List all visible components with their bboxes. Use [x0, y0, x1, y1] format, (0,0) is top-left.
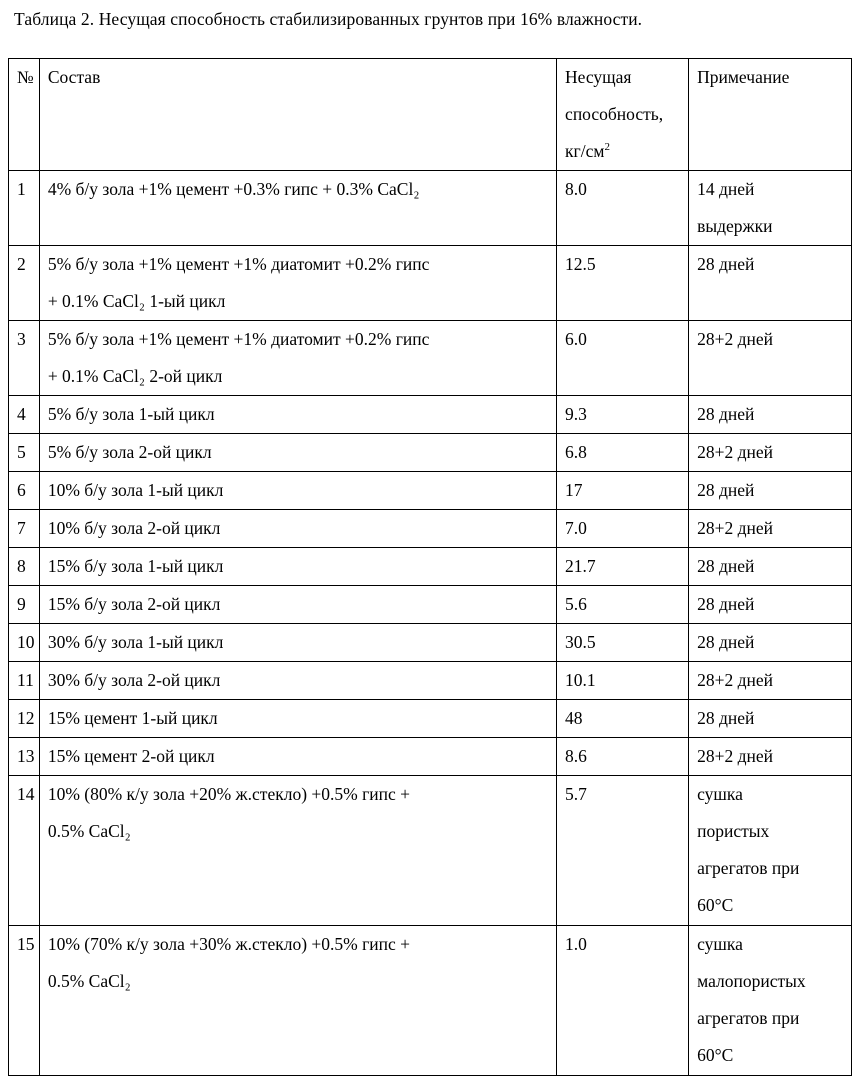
row-composition: [39, 700, 556, 738]
table-body: [9, 171, 852, 1076]
note-line: 28+2 дней: [697, 518, 774, 538]
row-note: [689, 776, 852, 926]
note-line: 28 дней: [697, 480, 755, 500]
row-number: 2: [9, 246, 40, 321]
header-composition: Состав: [39, 59, 556, 171]
composition-line: 10% б/у зола 2-ой цикл: [47, 518, 221, 538]
note-line: малопористых: [697, 971, 806, 991]
row-capacity-value: 48: [557, 700, 689, 738]
composition-line: 5% б/у зола 2-ой цикл: [47, 442, 212, 462]
composition-line: 5% б/у зола +1% цемент +1% диатомит +0.2% гипс: [47, 254, 430, 274]
row-number: 10: [9, 624, 40, 662]
table-row: [9, 738, 852, 776]
row-composition: [39, 776, 556, 926]
row-note: [689, 700, 852, 738]
unit-text: кг/см: [565, 141, 605, 161]
row-note: [689, 171, 852, 246]
row-composition: [39, 510, 556, 548]
row-composition: [39, 624, 556, 662]
composition-line: 10% б/у зола 1-ый цикл: [47, 480, 224, 500]
row-composition: [39, 171, 556, 246]
table-row: [9, 662, 852, 700]
composition-line: + 0.1% CaCl₂ 1-ый цикл: [47, 291, 226, 311]
row-number: 3: [9, 321, 40, 396]
row-note: [689, 662, 852, 700]
unit-superscript: 2: [604, 141, 610, 154]
table-row: [9, 246, 852, 321]
row-note: [689, 472, 852, 510]
row-note: [689, 434, 852, 472]
composition-line: 30% б/у зола 2-ой цикл: [47, 670, 221, 690]
row-capacity-value: 9.3: [557, 396, 689, 434]
header-capacity-unit: [565, 133, 682, 170]
table-row: [9, 776, 852, 926]
header-row: [9, 59, 852, 171]
header-capacity: [557, 59, 689, 171]
note-line: 14 дней: [697, 179, 755, 199]
note-line: сушка: [697, 784, 743, 804]
row-number: 15: [9, 926, 40, 1076]
row-capacity-value: 5.7: [557, 776, 689, 926]
row-capacity-value: 10.1: [557, 662, 689, 700]
table-row: [9, 321, 852, 396]
note-line: 28+2 дней: [697, 442, 774, 462]
row-capacity-value: 17: [557, 472, 689, 510]
row-composition: [39, 586, 556, 624]
row-note: [689, 321, 852, 396]
row-capacity-value: 6.0: [557, 321, 689, 396]
composition-line: 15% цемент 1-ый цикл: [47, 708, 218, 728]
row-composition: [39, 662, 556, 700]
row-note: [689, 586, 852, 624]
stabilized-soil-table: [8, 58, 852, 1076]
note-line: 60°С: [697, 1045, 734, 1065]
row-number: 7: [9, 510, 40, 548]
composition-line: 5% б/у зола +1% цемент +1% диатомит +0.2% гипс: [47, 329, 430, 349]
row-number: 4: [9, 396, 40, 434]
note-line: сушка: [697, 934, 743, 954]
composition-line: 30% б/у зола 1-ый цикл: [47, 632, 224, 652]
row-capacity-value: 12.5: [557, 246, 689, 321]
row-composition: [39, 246, 556, 321]
row-capacity-value: 5.6: [557, 586, 689, 624]
row-note: [689, 624, 852, 662]
note-line: 28 дней: [697, 254, 755, 274]
table-row: [9, 472, 852, 510]
row-number: 5: [9, 434, 40, 472]
row-number: 8: [9, 548, 40, 586]
header-capacity-line1: Несущая: [565, 67, 632, 87]
row-note: [689, 510, 852, 548]
composition-line: + 0.1% CaCl₂ 2-ой цикл: [47, 366, 223, 386]
note-line: 60°С: [697, 895, 734, 915]
row-note: [689, 396, 852, 434]
composition-line: 15% б/у зола 2-ой цикл: [47, 594, 221, 614]
row-number: 12: [9, 700, 40, 738]
row-number: 9: [9, 586, 40, 624]
note-line: выдержки: [697, 216, 773, 236]
note-line: 28 дней: [697, 594, 755, 614]
table-row: [9, 434, 852, 472]
composition-line: 0.5% CaCl₂: [47, 971, 131, 991]
row-number: 6: [9, 472, 40, 510]
table-row: [9, 548, 852, 586]
row-capacity-value: 30.5: [557, 624, 689, 662]
row-number: 14: [9, 776, 40, 926]
table-row: [9, 926, 852, 1076]
table-row: [9, 510, 852, 548]
header-num: №: [9, 59, 40, 171]
row-composition: [39, 396, 556, 434]
row-capacity-value: 7.0: [557, 510, 689, 548]
row-composition: [39, 434, 556, 472]
row-composition: [39, 472, 556, 510]
table-row: [9, 396, 852, 434]
note-line: 28+2 дней: [697, 670, 774, 690]
row-capacity-value: 8.0: [557, 171, 689, 246]
header-note: Примечание: [689, 59, 852, 171]
table-row: [9, 171, 852, 246]
header-capacity-line2: способность,: [565, 104, 664, 124]
row-number: 11: [9, 662, 40, 700]
row-capacity-value: 8.6: [557, 738, 689, 776]
note-line: 28 дней: [697, 556, 755, 576]
row-composition: [39, 548, 556, 586]
note-line: 28 дней: [697, 708, 755, 728]
row-note: [689, 246, 852, 321]
composition-line: 10% (70% к/у зола +30% ж.стекло) +0.5% гипс +: [47, 934, 411, 954]
composition-line: 10% (80% к/у зола +20% ж.стекло) +0.5% гипс +: [47, 784, 411, 804]
note-line: агрегатов при: [697, 858, 800, 878]
row-note: [689, 738, 852, 776]
note-line: 28 дней: [697, 632, 755, 652]
note-line: пористых: [697, 821, 770, 841]
row-capacity-value: 6.8: [557, 434, 689, 472]
row-capacity-value: 21.7: [557, 548, 689, 586]
table-row: [9, 586, 852, 624]
composition-line: 15% б/у зола 1-ый цикл: [47, 556, 224, 576]
composition-line: 5% б/у зола 1-ый цикл: [47, 404, 215, 424]
row-composition: [39, 321, 556, 396]
note-line: 28+2 дней: [697, 329, 774, 349]
note-line: агрегатов при: [697, 1008, 800, 1028]
table-caption: Таблица 2. Несущая способность стабилизированных грунтов при 16% влажности.: [14, 9, 643, 29]
row-capacity-value: 1.0: [557, 926, 689, 1076]
row-number: 13: [9, 738, 40, 776]
row-note: [689, 548, 852, 586]
row-composition: [39, 738, 556, 776]
composition-line: 0.5% CaCl₂: [47, 821, 131, 841]
row-number: 1: [9, 171, 40, 246]
row-note: [689, 926, 852, 1076]
row-composition: [39, 926, 556, 1076]
composition-line: 4% б/у зола +1% цемент +0.3% гипс + 0.3% CaCl₂: [47, 179, 420, 199]
composition-line: 15% цемент 2-ой цикл: [47, 746, 215, 766]
table-row: [9, 700, 852, 738]
note-line: 28+2 дней: [697, 746, 774, 766]
note-line: 28 дней: [697, 404, 755, 424]
table-row: [9, 624, 852, 662]
